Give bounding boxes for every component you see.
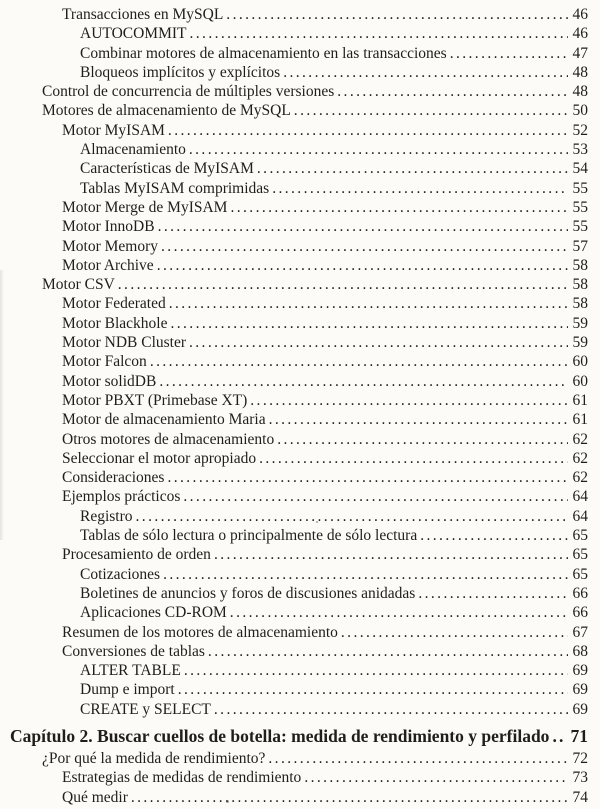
toc-entry-page-number: 60 [572, 353, 588, 371]
dot-leader [268, 749, 568, 768]
toc-entry-label: Motor PBXT (Primebase XT) [62, 391, 248, 409]
toc-entry [0, 82, 588, 101]
toc-entry [0, 352, 588, 371]
toc-entry-label: Capítulo 2. Buscar cuellos de botella: medida de rendimiento y perfilado [10, 725, 550, 746]
dot-leader [418, 584, 568, 603]
toc-entry-label: Motor de almacenamiento Maria [62, 411, 266, 429]
dot-leader [184, 661, 568, 680]
dot-leader [178, 680, 568, 699]
toc-entry [0, 63, 588, 82]
dot-leader [257, 159, 568, 178]
toc-entry-page-number: 65 [572, 565, 588, 583]
toc-entry-page-number: 69 [572, 681, 588, 699]
toc-entry [0, 256, 588, 275]
toc-entry-label: Aplicaciones CD-ROM [80, 604, 227, 622]
toc-entry-page-number: 62 [572, 469, 588, 487]
toc-entry-page-number: 67 [572, 623, 588, 641]
dot-leader [420, 526, 568, 545]
toc-entry-page-number: 57 [572, 237, 588, 255]
toc-entry-page-number: 59 [572, 334, 588, 352]
toc-entry-label: Bloqueos implícitos y explícitos [80, 63, 281, 81]
dot-leader [259, 449, 568, 468]
toc-entry [0, 623, 588, 642]
toc-entry-page-number: 58 [572, 256, 588, 274]
toc-entry-label: Boletines de anuncios y foros de discusiones anidadas [80, 584, 416, 602]
toc-entry [0, 545, 588, 564]
toc-entry [0, 179, 588, 198]
toc-entry-page-number: 69 [572, 662, 588, 680]
toc-entry-page-number: 52 [572, 121, 588, 139]
toc-entry [0, 487, 588, 506]
dot-leader [214, 545, 568, 564]
toc-entry [0, 217, 588, 236]
toc-entry-label: Dump e import [80, 681, 175, 699]
toc-entry-label: Motor MyISAM [62, 121, 165, 139]
toc-entry-page-number: 64 [572, 488, 588, 506]
dot-leader [189, 333, 568, 352]
dot-leader [277, 430, 568, 449]
toc-entry-label: Motor Blackhole [62, 314, 168, 332]
toc-entry-page-number: 71 [570, 725, 588, 746]
toc-entry [0, 526, 588, 545]
toc-entry [0, 603, 588, 622]
dot-leader [341, 623, 568, 642]
toc-entry-label: Estrategias de medidas de rendimiento [62, 769, 302, 787]
dot-leader [208, 642, 568, 661]
dot-leader [157, 256, 568, 275]
toc-entry-page-number: 50 [572, 102, 588, 120]
toc-entry-page-number: 46 [572, 6, 588, 23]
toc-entry [0, 661, 588, 680]
toc-entry-label: Otros motores de almacenamiento [62, 430, 275, 448]
dot-leader [230, 198, 568, 217]
toc-entry-page-number: 65 [572, 546, 588, 564]
toc-entry-page-number: 68 [572, 642, 588, 660]
toc-entry-page-number: 48 [572, 63, 588, 81]
toc-entry [0, 101, 588, 120]
dot-leader [118, 275, 568, 294]
dot-leader [283, 63, 568, 82]
toc-entry-label: Motor Merge de MyISAM [62, 198, 228, 216]
toc-entry-label: Cotizaciones [80, 565, 161, 583]
toc-entry-page-number: 46 [572, 25, 588, 43]
toc-entry-page-number: 55 [572, 198, 588, 216]
dot-leader [159, 372, 568, 391]
dot-leader [183, 487, 568, 506]
toc-entry [0, 5, 588, 24]
dot-leader [304, 768, 568, 787]
toc-entry [0, 410, 588, 429]
toc-entry-page-number: 47 [572, 44, 588, 62]
toc-entry [0, 430, 588, 449]
toc-entry-label: Tablas MyISAM comprimidas [80, 179, 270, 197]
toc-entry-page-number: 64 [572, 507, 588, 525]
toc-entry [0, 468, 588, 487]
dot-leader [170, 314, 568, 333]
toc-entry [0, 372, 588, 391]
toc-entry [0, 449, 588, 468]
toc-entry-page-number: 59 [572, 314, 588, 332]
toc-entry-page-number: 62 [572, 449, 588, 467]
toc-entry-label: Resumen de los motores de almacenamiento [62, 623, 338, 641]
toc-entry-label: AUTOCOMMIT [80, 25, 187, 43]
dot-leader [294, 101, 568, 120]
dot-leader [269, 410, 568, 429]
toc-entry-page-number: 74 [572, 788, 588, 806]
toc-entry [0, 121, 588, 140]
dot-leader [136, 507, 568, 526]
toc-entry-page-number: 66 [572, 584, 588, 602]
toc-entry-page-number: 48 [572, 83, 588, 101]
toc-entry-label: Almacenamiento [80, 141, 186, 159]
toc-entry-page-number: 61 [572, 411, 588, 429]
toc-entry [0, 768, 588, 787]
dot-leader [163, 565, 568, 584]
toc-entry-page-number: 58 [572, 295, 588, 313]
toc-entry-label: Procesamiento de orden [62, 546, 211, 564]
toc-entry [0, 391, 588, 410]
toc-chapter-heading [0, 724, 588, 748]
dot-leader [189, 140, 568, 159]
dot-leader [150, 352, 568, 371]
dot-leader [167, 468, 568, 487]
dot-leader [158, 217, 568, 236]
toc-entry-label: Motor Federated [62, 295, 166, 313]
toc-entry [0, 749, 588, 768]
dot-leader [230, 603, 568, 622]
toc-entry-label: Conversiones de tablas [62, 642, 205, 660]
table-of-contents [0, 5, 588, 807]
toc-entry-page-number: 66 [572, 604, 588, 622]
dot-leader [190, 24, 569, 43]
dot-leader [450, 44, 568, 63]
toc-entry [0, 44, 588, 63]
toc-entry-label: Motor InnoDB [62, 218, 155, 236]
toc-entry [0, 314, 588, 333]
toc-entry-label: Características de MyISAM [80, 160, 254, 178]
dot-leader [552, 724, 563, 748]
toc-entry-page-number: 73 [572, 769, 588, 787]
dot-leader [131, 788, 568, 807]
toc-entry-label: Motor NDB Cluster [62, 334, 186, 352]
toc-entry-label: Consideraciones [62, 469, 165, 487]
toc-entry-page-number: 62 [572, 430, 588, 448]
toc-entry-page-number: 54 [572, 160, 588, 178]
toc-entry-label: Motor Archive [62, 256, 154, 274]
toc-entry-label: Transacciones en MySQL [62, 6, 224, 23]
toc-entry-label: ¿Por qué la medida de rendimiento? [42, 749, 266, 767]
dot-leader [226, 5, 568, 24]
toc-entry-label: Registro [80, 507, 133, 525]
toc-entry [0, 333, 588, 352]
toc-entry-page-number: 65 [572, 527, 588, 545]
toc-entry-page-number: 60 [572, 372, 588, 390]
toc-entry [0, 642, 588, 661]
toc-entry-label: ALTER TABLE [80, 662, 181, 680]
toc-entry [0, 507, 588, 526]
toc-entry [0, 565, 588, 584]
toc-entry [0, 275, 588, 294]
toc-entry-label: Motores de almacenamiento de MySQL [42, 102, 291, 120]
dot-leader [272, 179, 568, 198]
toc-entry [0, 159, 588, 178]
dot-leader [168, 121, 568, 140]
toc-entry [0, 24, 588, 43]
toc-entry-label: Ejemplos prácticos [62, 488, 181, 506]
toc-entry [0, 700, 588, 719]
dot-leader [250, 391, 568, 410]
toc-entry [0, 140, 588, 159]
toc-entry-label: Control de concurrencia de múltiples versiones [42, 83, 335, 101]
toc-entry-label: Combinar motores de almacenamiento en las transacciones [80, 44, 447, 62]
dot-leader [161, 237, 568, 256]
toc-entry-page-number: 55 [572, 179, 588, 197]
toc-entry-label: Motor CSV [42, 276, 115, 294]
toc-entry-page-number: 55 [572, 218, 588, 236]
toc-entry [0, 584, 588, 603]
toc-entry-page-number: 61 [572, 391, 588, 409]
toc-entry-page-number: 72 [572, 749, 588, 767]
toc-entry [0, 788, 588, 807]
toc-entry-page-number: 58 [572, 276, 588, 294]
toc-entry-page-number: 53 [572, 141, 588, 159]
toc-entry [0, 237, 588, 256]
toc-entry-page-number: 69 [572, 700, 588, 718]
toc-entry-label: Seleccionar el motor apropiado [62, 449, 257, 467]
toc-entry [0, 294, 588, 313]
dot-leader [337, 82, 568, 101]
toc-entry-label: Motor Falcon [62, 353, 147, 371]
toc-entry-label: Qué medir [62, 788, 128, 806]
toc-entry [0, 198, 588, 217]
toc-entry [0, 680, 588, 699]
toc-entry-label: CREATE y SELECT [80, 700, 211, 718]
toc-entry-label: Motor Memory [62, 237, 159, 255]
dot-leader [214, 700, 568, 719]
toc-entry-label: Motor solidDB [62, 372, 157, 390]
toc-entry-label: Tablas de sólo lectura o principalmente de sólo lectura [80, 527, 418, 545]
dot-leader [169, 294, 568, 313]
